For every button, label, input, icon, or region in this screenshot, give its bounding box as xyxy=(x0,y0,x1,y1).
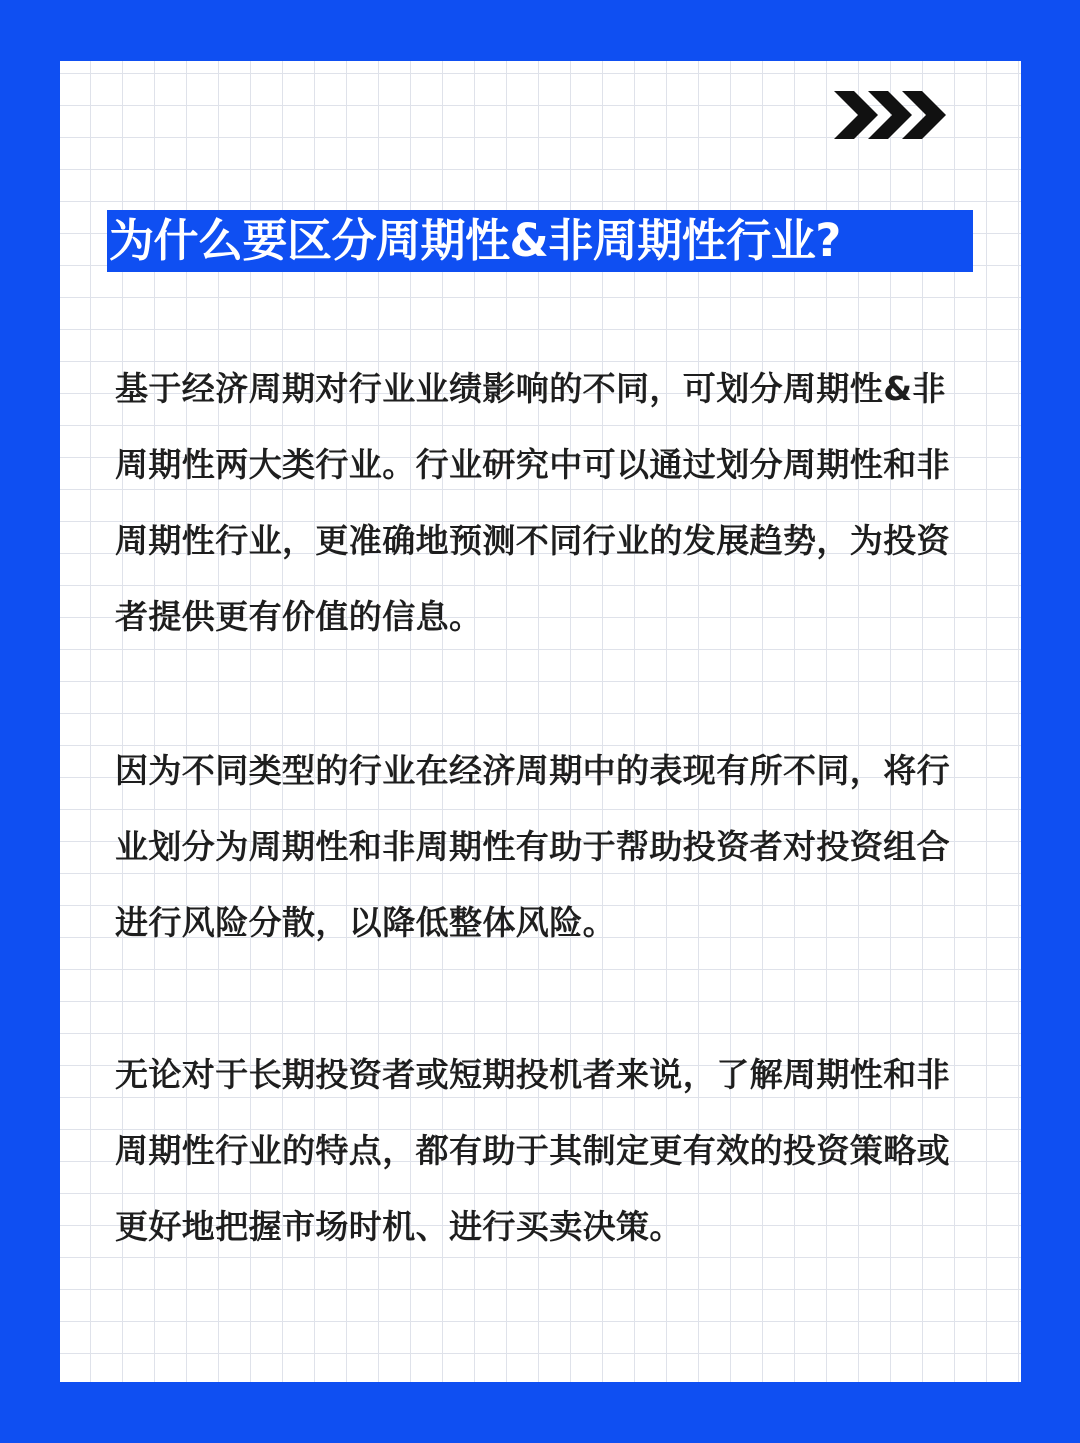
content-card xyxy=(60,61,1021,1382)
paragraph-3: 无论对于长期投资者或短期投机者来说，了解周期性和非周期性行业的特点，都有助于其制定更有效的投资策略或更好地把握市场时机、进行买卖决策。 xyxy=(115,1055,950,1246)
page-title: 为什么要区分周期性&非周期性行业? xyxy=(107,210,973,272)
triple-chevron-right-icon xyxy=(832,85,952,145)
paragraph-2: 因为不同类型的行业在经济周期中的表现有所不同，将行业划分为周期性和非周期性有助于帮助投资者对投资组合进行风险分散，以降低整体风险。 xyxy=(115,751,950,942)
paragraph-1: 基于经济周期对行业业绩影响的不同，可划分周期性&非周期性两大类行业。行业研究中可以通过划分周期性和非周期性行业，更准确地预测不同行业的发展趋势，为投资者提供更有价值的信息。 xyxy=(115,369,950,636)
